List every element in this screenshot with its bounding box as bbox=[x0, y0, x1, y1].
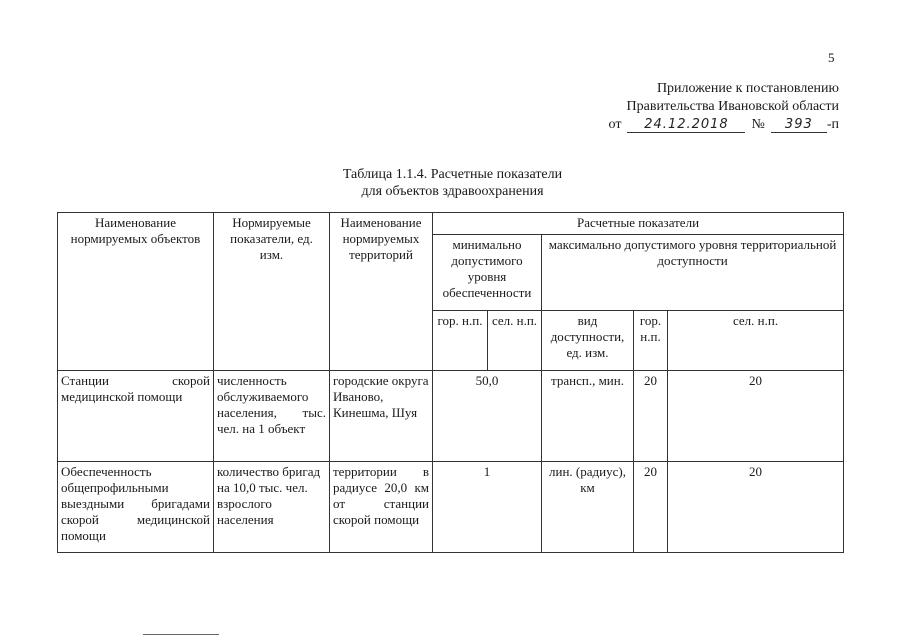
appendix-line-2: Правительства Ивановской области bbox=[626, 99, 839, 114]
cell-territory: городские округа Иваново, Кинешма, Шуя bbox=[330, 371, 433, 462]
header-max-level: максимально допустимого уровня территориальной доступности bbox=[542, 235, 844, 311]
header-access-type: вид доступности, ед. изм. bbox=[542, 311, 634, 371]
cell-gor: 20 bbox=[634, 462, 668, 553]
number-suffix: -п bbox=[826, 117, 839, 132]
appendix-header bbox=[609, 80, 839, 134]
number-prefix: № bbox=[751, 117, 765, 132]
cell-min-value: 1 bbox=[433, 462, 542, 553]
cell-gor: 20 bbox=[634, 371, 668, 462]
header-object-name: Наименование нормируемых объектов bbox=[58, 213, 214, 371]
header-territory-name: Наименование нормируемых территорий bbox=[330, 213, 433, 371]
cell-object: Станции скорой медицинской помощи bbox=[58, 371, 214, 462]
header-sel-np-2: сел. н.п. bbox=[668, 311, 844, 371]
cell-sel: 20 bbox=[668, 371, 844, 462]
footer-divider bbox=[143, 634, 219, 635]
table-row bbox=[58, 462, 844, 553]
table-caption bbox=[0, 166, 905, 200]
header-sel-np-1: сел. н.п. bbox=[488, 311, 542, 371]
cell-access: лин. (радиус), км bbox=[542, 462, 634, 553]
header-gor-np-2: гор. н.п. bbox=[634, 311, 668, 371]
caption-line-2: для объектов здравоохранения bbox=[361, 184, 544, 199]
health-facilities-table bbox=[57, 212, 844, 553]
appendix-line-1: Приложение к постановлению bbox=[656, 81, 839, 96]
cell-access: трансп., мин. bbox=[542, 371, 634, 462]
cell-indicator: численность обслуживаемого населения, тыс. чел. на 1 объект bbox=[214, 371, 330, 462]
cell-territory: территории в радиусе 20,0 км от станции скорой помощи bbox=[330, 462, 433, 553]
header-calc-indicators: Расчетные показатели bbox=[433, 213, 844, 235]
page-number: 5 bbox=[828, 50, 835, 65]
table-row bbox=[58, 371, 844, 462]
header-min-level: минимально допустимого уровня обеспеченности bbox=[433, 235, 542, 311]
cell-indicator: количество бригад на 10,0 тыс. чел. взрослого населения bbox=[214, 462, 330, 553]
handwritten-date: 24.12.2018 bbox=[627, 118, 745, 133]
cell-sel: 20 bbox=[668, 462, 844, 553]
header-gor-np-1: гор. н.п. bbox=[433, 311, 488, 371]
date-prefix: от bbox=[608, 117, 622, 132]
cell-object: Обеспеченность общепрофильными выездными бригадами скорой медицинской помощи bbox=[58, 462, 214, 553]
header-norm-indicators: Нормируемые показатели, ед. изм. bbox=[214, 213, 330, 371]
cell-min-value: 50,0 bbox=[433, 371, 542, 462]
caption-line-1: Таблица 1.1.4. Расчетные показатели bbox=[342, 167, 563, 182]
appendix-sign-line bbox=[609, 116, 839, 134]
handwritten-number: 393 bbox=[771, 118, 827, 133]
